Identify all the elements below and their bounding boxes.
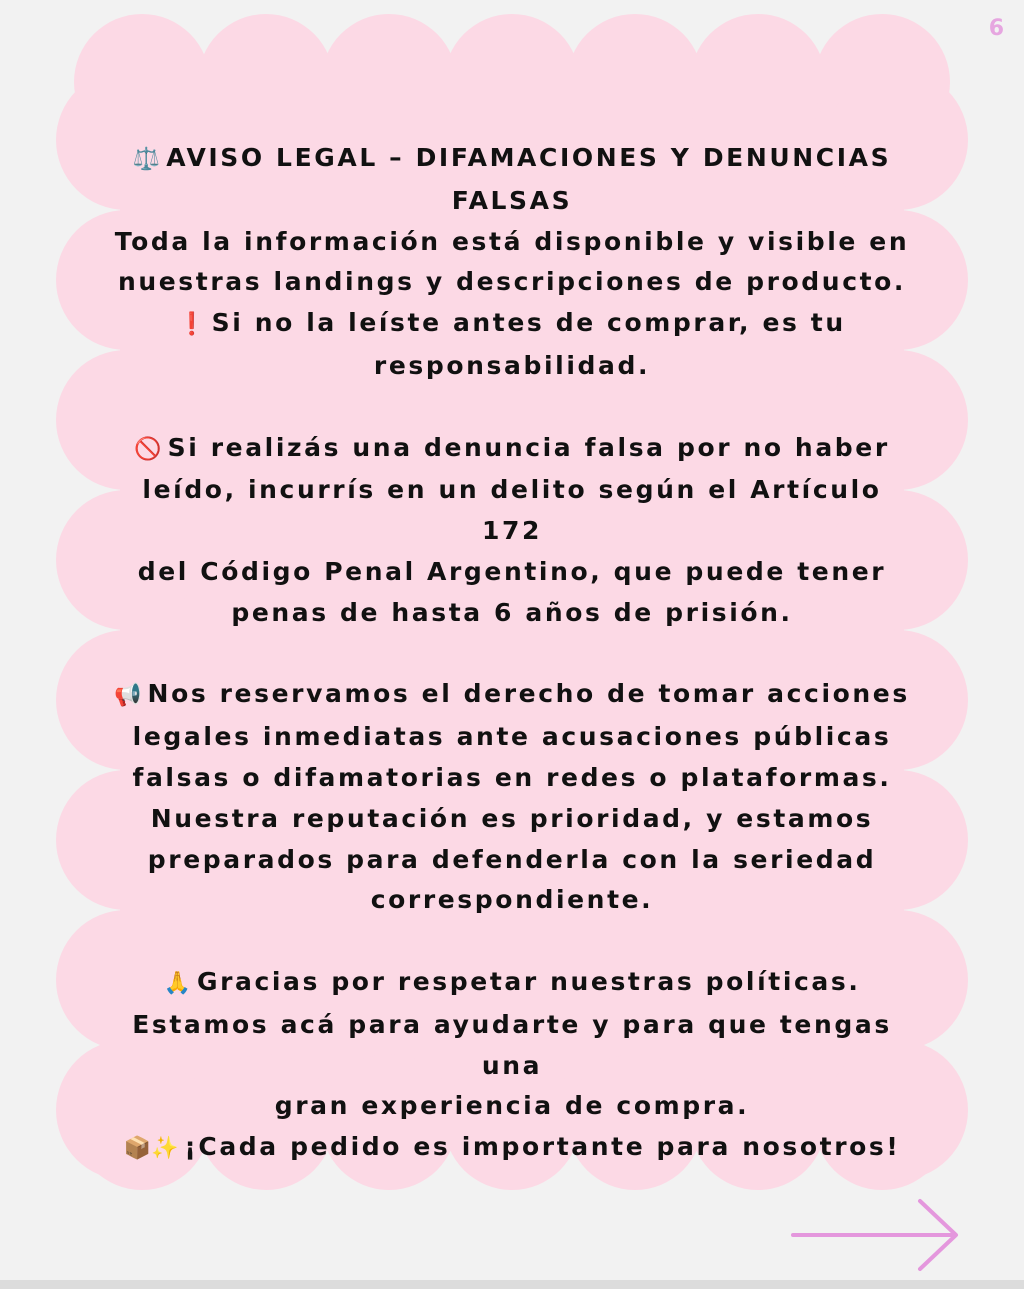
exclamation-icon: ❗ bbox=[178, 312, 206, 338]
praying-hands-icon: 🙏 bbox=[163, 970, 191, 996]
para3-line2: legales inmediatas ante acusaciones públicas bbox=[132, 722, 892, 752]
megaphone-icon: 📢 bbox=[114, 683, 142, 709]
scales-icon: ⚖️ bbox=[132, 147, 161, 172]
para3-line5: preparados para defenderla con la seriedad bbox=[147, 844, 877, 874]
para1-line3 bbox=[110, 303, 914, 346]
spacer bbox=[110, 387, 914, 428]
para2-line3: del Código Penal Argentino, que puede tener bbox=[137, 556, 887, 586]
para1-line2: nuestras landings y descripciones de producto. bbox=[117, 267, 907, 297]
para3-line1 bbox=[110, 674, 914, 717]
notice-title-line2: FALSAS bbox=[451, 185, 573, 215]
para1-line3-text: Si no la leíste antes de comprar, es tu bbox=[211, 308, 846, 338]
para1-line1: Toda la información está disponible y visible en bbox=[114, 226, 910, 256]
bottom-strip bbox=[0, 1280, 1024, 1289]
arrow-right-icon[interactable] bbox=[790, 1195, 965, 1275]
para2-line4: penas de hasta 6 años de prisión. bbox=[231, 597, 793, 627]
notice-title-line1: AVISO LEGAL – DIFAMACIONES Y DENUNCIAS bbox=[166, 143, 892, 172]
para4-line1 bbox=[110, 962, 914, 1005]
para3-line6: correspondiente. bbox=[370, 885, 654, 915]
para4-line4 bbox=[110, 1127, 914, 1170]
legal-notice bbox=[110, 138, 914, 1170]
para2-line1 bbox=[110, 428, 914, 471]
page-number: 6 bbox=[988, 16, 1004, 41]
para1-line4: responsabilidad. bbox=[373, 350, 651, 380]
para3-line4: Nuestra reputación es prioridad, y estamos bbox=[150, 803, 874, 833]
para4-line3: gran experiencia de compra. bbox=[274, 1091, 750, 1121]
para3-line1-text: Nos reservamos el derecho de tomar acciones bbox=[147, 679, 910, 709]
para2-line1-text: Si realizás una denuncia falsa por no haber bbox=[167, 432, 890, 462]
notice-title bbox=[110, 138, 914, 181]
spacer bbox=[110, 921, 914, 962]
para4-line4-text: ¡Cada pedido es importante para nosotros! bbox=[184, 1132, 901, 1162]
package-sparkles-icon: 📦✨ bbox=[123, 1136, 179, 1162]
para4-line2: Estamos acá para ayudarte y para que tengas una bbox=[132, 1009, 892, 1080]
para2-line2: leído, incurrís en un delito según el Artículo 172 bbox=[142, 475, 882, 546]
spacer bbox=[110, 634, 914, 675]
para4-line1-text: Gracias por respetar nuestras políticas. bbox=[196, 966, 861, 996]
prohibited-icon: 🚫 bbox=[134, 436, 162, 462]
para3-line3: falsas o difamatorias en redes o plataformas. bbox=[132, 762, 892, 792]
